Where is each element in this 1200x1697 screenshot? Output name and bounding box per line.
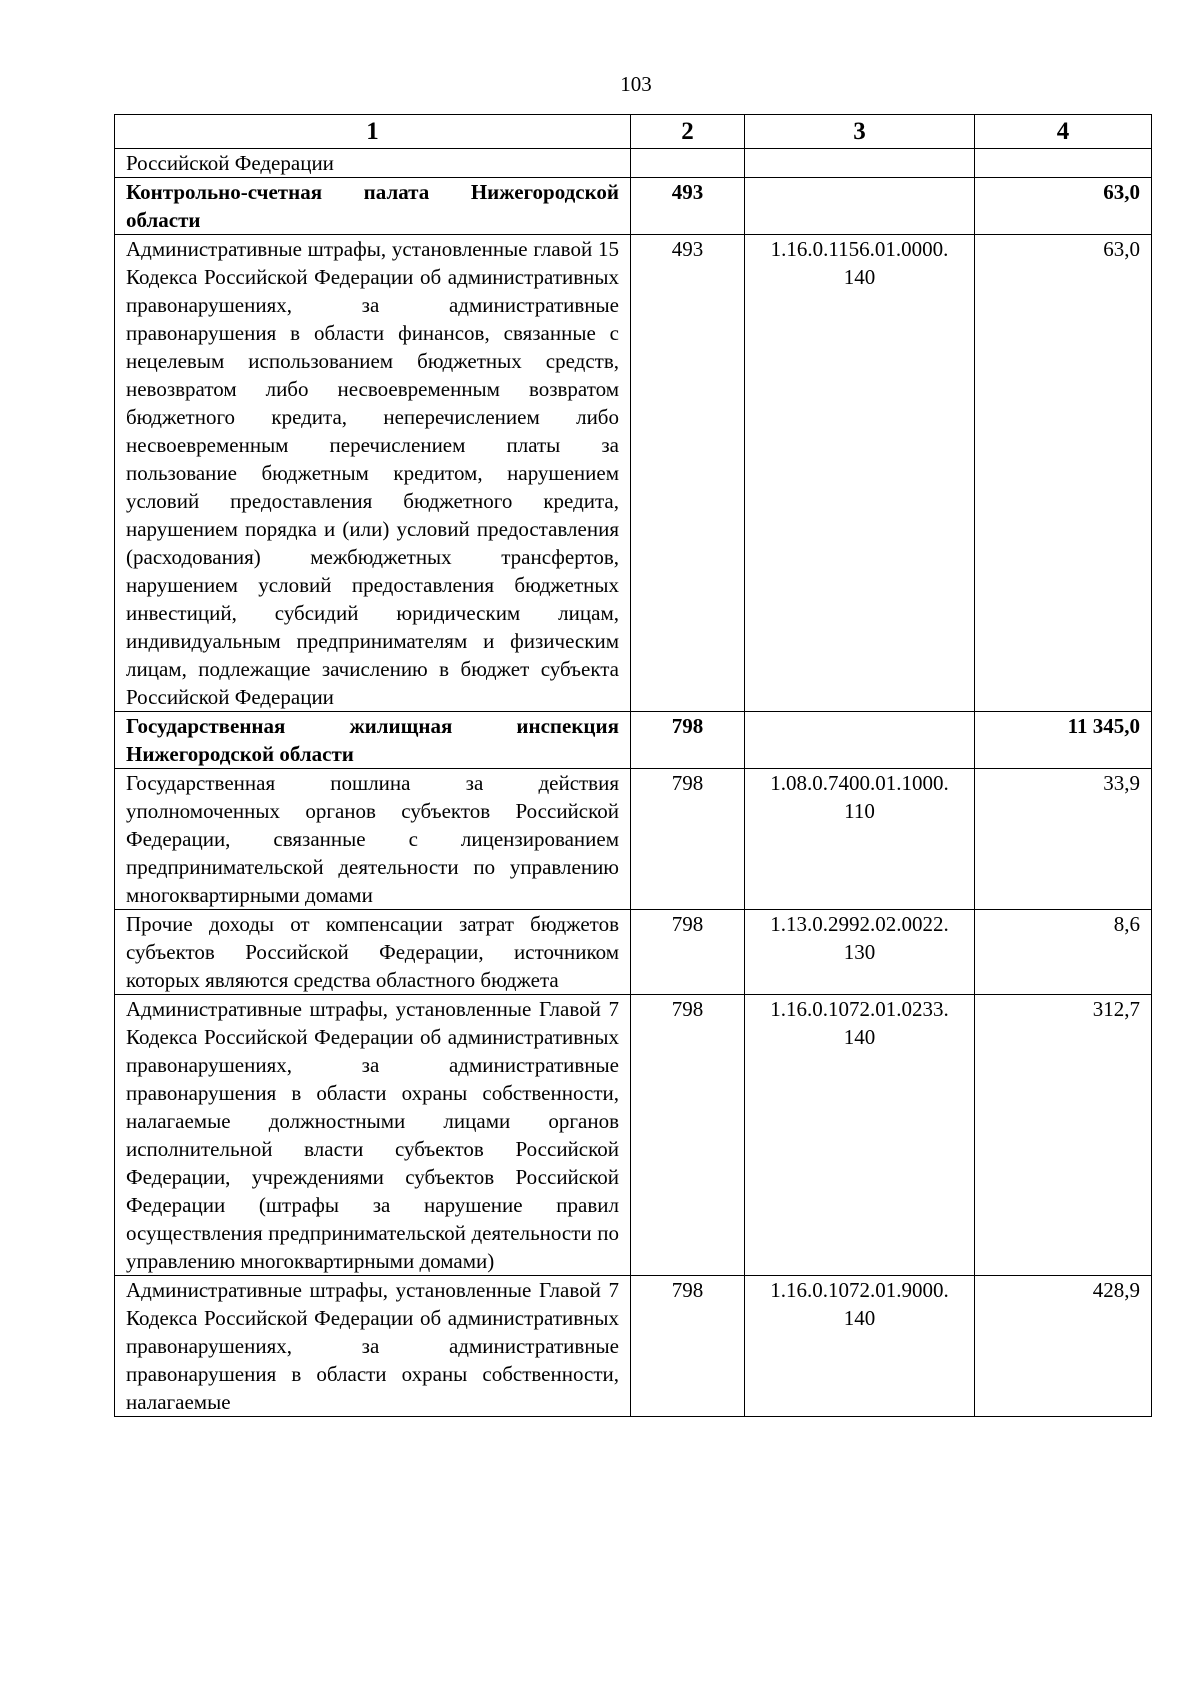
row-admin-code: 798 [631, 769, 745, 910]
row-description: Контрольно-счетная палата Нижегородской области [115, 178, 631, 235]
page-number: 103 [620, 72, 652, 96]
row-amount: 428,9 [975, 1276, 1152, 1417]
table-row [115, 995, 1152, 1276]
row-admin-code: 493 [631, 178, 745, 235]
row-budget-code: 1.16.0.1072.01.0233. 140 [745, 995, 975, 1276]
row-amount: 312,7 [975, 995, 1152, 1276]
row-description: Административные штрафы, установленные Главой 7 Кодекса Российской Федерации об административных правонарушениях, за административные правонарушения в области охраны собственности, налагаемые должностными лицами органов исполнительной власти субъектов Российской Федерации, учреждениями субъектов Российской Федерации (штрафы за нарушение правил осуществления предпринимательской деятельности по управлению многоквартирными домами) [115, 995, 631, 1276]
row-budget-code [745, 178, 975, 235]
table-row [115, 769, 1152, 910]
table-row [115, 178, 1152, 235]
row-description: Российской Федерации [115, 149, 631, 178]
row-description: Административные штрафы, установленные главой 15 Кодекса Российской Федерации об административных правонарушениях, за административные правонарушения в области финансов, связанные с нецелевым использованием бюджетных средств, невозвратом либо несвоевременным возвратом бюджетного кредита, неперечислением либо несвоевременным перечислением платы за пользование бюджетным кредитом, нарушением условий предоставления бюджетного кредита, нарушением порядка и (или) условий предоставления (расходования) межбюджетных трансфертов, нарушением условий предоставления бюджетных инвестиций, субсидий юридическим лицам, индивидуальным предпринимателям и физическим лицам, подлежащие зачислению в бюджет субъекта Российской Федерации [115, 235, 631, 712]
row-admin-code: 798 [631, 712, 745, 769]
row-budget-code: 1.16.0.1156.01.0000. 140 [745, 235, 975, 712]
row-description: Прочие доходы от компенсации затрат бюджетов субъектов Российской Федерации, источником которых являются средства областного бюджета [115, 910, 631, 995]
table-row [115, 1276, 1152, 1417]
header-col-3: 3 [745, 115, 975, 149]
row-budget-code: 1.08.0.7400.01.1000. 110 [745, 769, 975, 910]
row-description: Административные штрафы, установленные Главой 7 Кодекса Российской Федерации об административных правонарушениях, за административные правонарушения в области охраны собственности, налагаемые [115, 1276, 631, 1417]
row-admin-code: 798 [631, 910, 745, 995]
header-col-1: 1 [115, 115, 631, 149]
row-amount: 63,0 [975, 178, 1152, 235]
table-row [115, 149, 1152, 178]
row-amount: 63,0 [975, 235, 1152, 712]
row-budget-code [745, 712, 975, 769]
row-budget-code: 1.16.0.1072.01.9000. 140 [745, 1276, 975, 1417]
row-admin-code: 493 [631, 235, 745, 712]
table-row [115, 235, 1152, 712]
row-amount [975, 149, 1152, 178]
row-admin-code: 798 [631, 1276, 745, 1417]
row-budget-code [745, 149, 975, 178]
revenue-table [114, 114, 1152, 1417]
table-row [115, 910, 1152, 995]
row-admin-code [631, 149, 745, 178]
row-description: Государственная жилищная инспекция Нижегородской области [115, 712, 631, 769]
header-col-4: 4 [975, 115, 1152, 149]
row-amount: 33,9 [975, 769, 1152, 910]
table-row [115, 712, 1152, 769]
row-budget-code: 1.13.0.2992.02.0022. 130 [745, 910, 975, 995]
header-col-2: 2 [631, 115, 745, 149]
row-amount: 8,6 [975, 910, 1152, 995]
row-description: Государственная пошлина за действия уполномоченных органов субъектов Российской Федерации, связанные с лицензированием предпринимательской деятельности по управлению многоквартирными домами [115, 769, 631, 910]
header-row [115, 115, 1152, 149]
row-admin-code: 798 [631, 995, 745, 1276]
row-amount: 11 345,0 [975, 712, 1152, 769]
